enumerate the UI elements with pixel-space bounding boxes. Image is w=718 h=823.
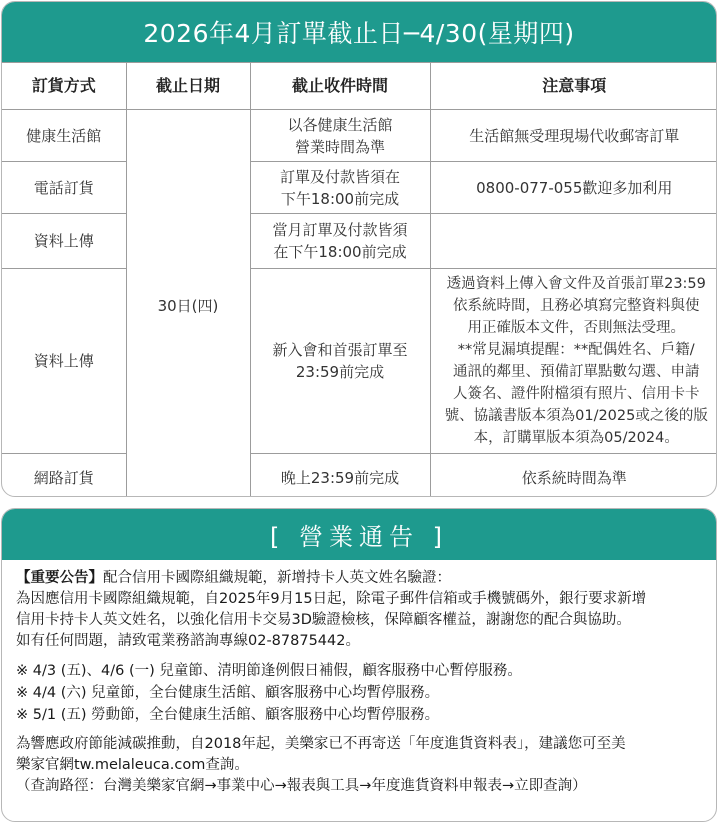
note-cell: 生活館無受理現場代收郵寄訂單: [430, 110, 717, 162]
method-cell: 健康生活館: [2, 110, 126, 162]
table-row: [2, 454, 717, 498]
deadline-date-cell: 30日(四): [126, 110, 250, 498]
table-row: [2, 162, 717, 214]
holiday-list: [16, 660, 702, 726]
holiday-item: ※ 5/1 (五) 勞動節，全台健康生活館、顧客服務中心均暫停服務。: [16, 707, 440, 723]
announcement-headline: 【重要公告】配合信用卡國際組織規範，新增持卡人英文姓名驗證：: [16, 570, 451, 586]
header-deadline-time: 截止收件時間: [250, 63, 430, 110]
holiday-item: ※ 4/3 (五)、4/6 (一) 兒童節、清明節逢例假日補假，顧客服務中心暫停服務。: [16, 663, 522, 679]
method-cell: 資料上傳: [2, 269, 126, 454]
header-order-method: 訂貨方式: [2, 63, 126, 110]
announcement-line: 信用卡持卡人英文姓名，以強化信用卡交易3D驗證檢核，保障顧客權益，謝謝您的配合與協助。: [16, 612, 631, 628]
method-cell: 資料上傳: [2, 214, 126, 269]
time-cell: 新入會和首張訂單至 23:59前完成: [250, 269, 430, 454]
order-deadline-title: 2026年4月訂單截止日─4/30(星期四): [2, 2, 716, 62]
note-cell: 依系統時間為準: [430, 454, 717, 498]
time-cell: 當月訂單及付款皆須 在下午18:00前完成: [250, 214, 430, 269]
business-notice-title: [ 營業通告 ]: [2, 509, 716, 560]
header-notes: 注意事項: [430, 63, 717, 110]
table-row: [2, 214, 717, 269]
time-cell: 訂單及付款皆須在 下午18:00前完成: [250, 162, 430, 214]
announcement-line: 為因應信用卡國際組織規範，自2025年9月15日起，除電子郵件信箱或手機號碼外，銀行要求新增: [16, 591, 647, 607]
announcement-tag: 【重要公告】: [16, 570, 103, 586]
note-cell: [430, 214, 717, 269]
order-deadline-table: [2, 62, 717, 497]
carbon-notice-line: 樂家官網tw.melaleuca.com查詢。: [16, 757, 249, 773]
announcement-line: 如有任何問題，請致電業務諮詢專線02-87875442。: [16, 633, 360, 649]
method-cell: 電話訂貨: [2, 162, 126, 214]
time-cell: 以各健康生活館 營業時間為準: [250, 110, 430, 162]
note-cell: 透過資料上傳入會文件及首張訂單23:59 依系統時間，且務必填寫完整資料與使 用正確版本文件，否則無法受理。 **常見漏填提醒：**配偶姓名、戶籍/ 通訊的鄰里、預備訂單點數勾選、申請 人簽名、證件附檔須有照片、信用卡卡 號、協議書版本須為01/2025或之後的版 本，訂購單版本須為05/2024。: [430, 269, 717, 454]
business-notice-card: [1, 508, 717, 822]
header-deadline-date: 截止日期: [126, 63, 250, 110]
table-header-row: [2, 63, 717, 110]
carbon-notice-line: 為響應政府節能減碳推動，自2018年起，美樂家已不再寄送「年度進貨資料表」，建議您可至美: [16, 736, 626, 752]
table-row: [2, 110, 717, 162]
table-row: [2, 269, 717, 454]
time-cell: 晚上23:59前完成: [250, 454, 430, 498]
order-deadline-card: [1, 1, 717, 497]
method-cell: 網路訂貨: [2, 454, 126, 498]
notice-body: [2, 560, 716, 797]
query-path: （查詢路徑：台灣美樂家官網→事業中心→報表與工具→年度進貨資料申報表→立即查詢）: [16, 778, 587, 794]
holiday-item: ※ 4/4 (六) 兒童節，全台健康生活館、顧客服務中心均暫停服務。: [16, 685, 440, 701]
note-cell: 0800-077-055歡迎多加利用: [430, 162, 717, 214]
